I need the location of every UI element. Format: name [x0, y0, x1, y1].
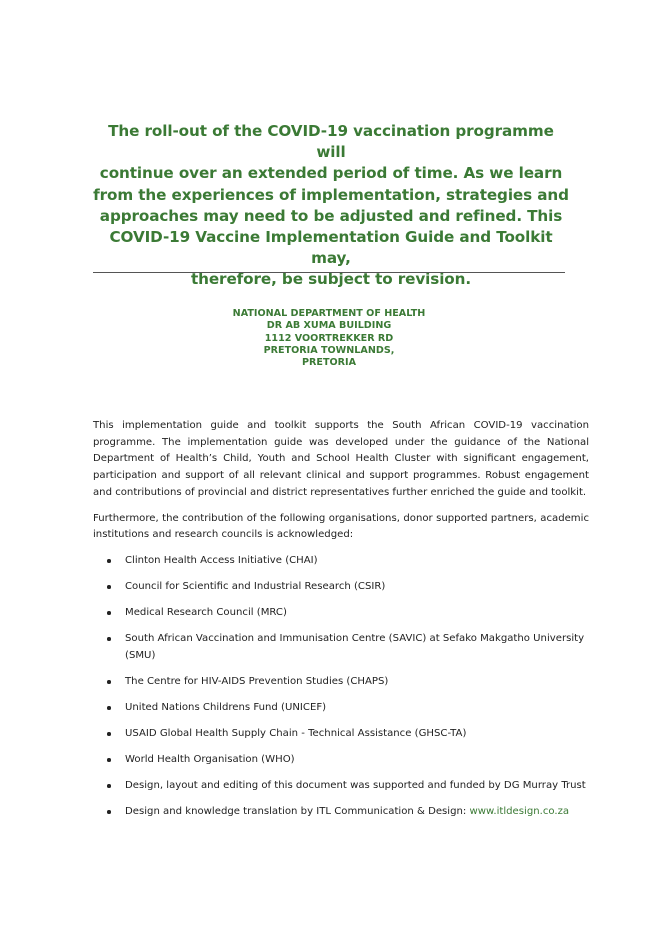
- acknowledgement-section: [93, 418, 589, 830]
- department-address: [93, 308, 565, 369]
- bullet-icon: [107, 559, 111, 563]
- bullet-icon: [107, 611, 111, 615]
- bullet-icon: [107, 680, 111, 684]
- list-item-text: Clinton Health Access Initiative (CHAI): [125, 554, 318, 566]
- notice-line: therefore, be subject to revision.: [190, 270, 472, 289]
- bullet-icon: [107, 758, 111, 762]
- list-item-text: The Centre for HIV-AIDS Prevention Studies (CHAPS): [125, 675, 389, 687]
- list-item: [93, 674, 589, 691]
- bullet-icon: [107, 810, 111, 814]
- bullet-icon: [107, 784, 111, 788]
- acknowledgement-list: [93, 553, 589, 820]
- horizontal-divider: [93, 272, 565, 273]
- list-item-text: Medical Research Council (MRC): [125, 606, 287, 618]
- list-item: [93, 726, 589, 743]
- list-item-text: USAID Global Health Supply Chain - Technical Assistance (GHSC-TA): [125, 727, 467, 739]
- bullet-icon: [107, 585, 111, 589]
- revision-notice: [92, 121, 570, 291]
- address-line: NATIONAL DEPARTMENT OF HEALTH: [232, 308, 426, 319]
- bullet-icon: [107, 732, 111, 736]
- list-item-text: United Nations Childrens Fund (UNICEF): [125, 701, 327, 713]
- address-line: PRETORIA TOWNLANDS,: [263, 344, 395, 356]
- address-line: PRETORIA: [301, 357, 357, 369]
- list-item-text: South African Vaccination and Immunisation Centre (SAVIC) at Sefako Makgatho University (SMU): [125, 632, 585, 661]
- notice-line: COVID-19 Vaccine Implementation Guide and Toolkit may,: [109, 228, 553, 268]
- notice-line: The roll-out of the COVID-19 vaccination programme will: [108, 122, 554, 162]
- list-item: [93, 700, 589, 717]
- list-item: [93, 553, 589, 570]
- bullet-icon: [107, 706, 111, 710]
- list-item: [93, 605, 589, 622]
- address-line: DR AB XUMA BUILDING: [266, 320, 392, 332]
- notice-line: from the experiences of implementation, strategies and: [93, 185, 569, 204]
- list-item-text: Council for Scientific and Industrial Research (CSIR): [125, 580, 386, 592]
- list-item: [93, 631, 589, 664]
- acknowledgement-paragraph: Furthermore, the contribution of the following organisations, donor supported partners, academic institutions and research councils is acknowledged:: [93, 512, 589, 541]
- list-item: [93, 579, 589, 596]
- notice-line: approaches may need to be adjusted and refined. This: [99, 206, 563, 225]
- notice-line: continue over an extended period of time. As we learn: [99, 164, 563, 183]
- intro-paragraph: This implementation guide and toolkit supports the South African COVID-19 vaccination programme. The implementation guide was developed under the guidance of the National Department of Health’s Child, Youth and School Health Cluster with significant engagement, participation and support of all relevant clinical and support programmes. Robust engagement and contributions of provincial and district representatives further enriched the guide and toolkit.: [93, 420, 589, 498]
- list-item-text: Design, layout and editing of this document was supported and funded by DG Murray Trust: [125, 779, 586, 791]
- list-item-text: World Health Organisation (WHO): [125, 753, 295, 765]
- list-item: [93, 804, 589, 821]
- itl-design-link[interactable]: www.itldesign.co.za: [469, 805, 570, 817]
- design-credit-text: Design and knowledge translation by ITL Communication & Design:: [125, 805, 470, 817]
- list-item: [93, 752, 589, 769]
- bullet-icon: [107, 637, 111, 641]
- address-line: 1112 VOORTREKKER RD: [264, 332, 394, 344]
- list-item: [93, 778, 589, 795]
